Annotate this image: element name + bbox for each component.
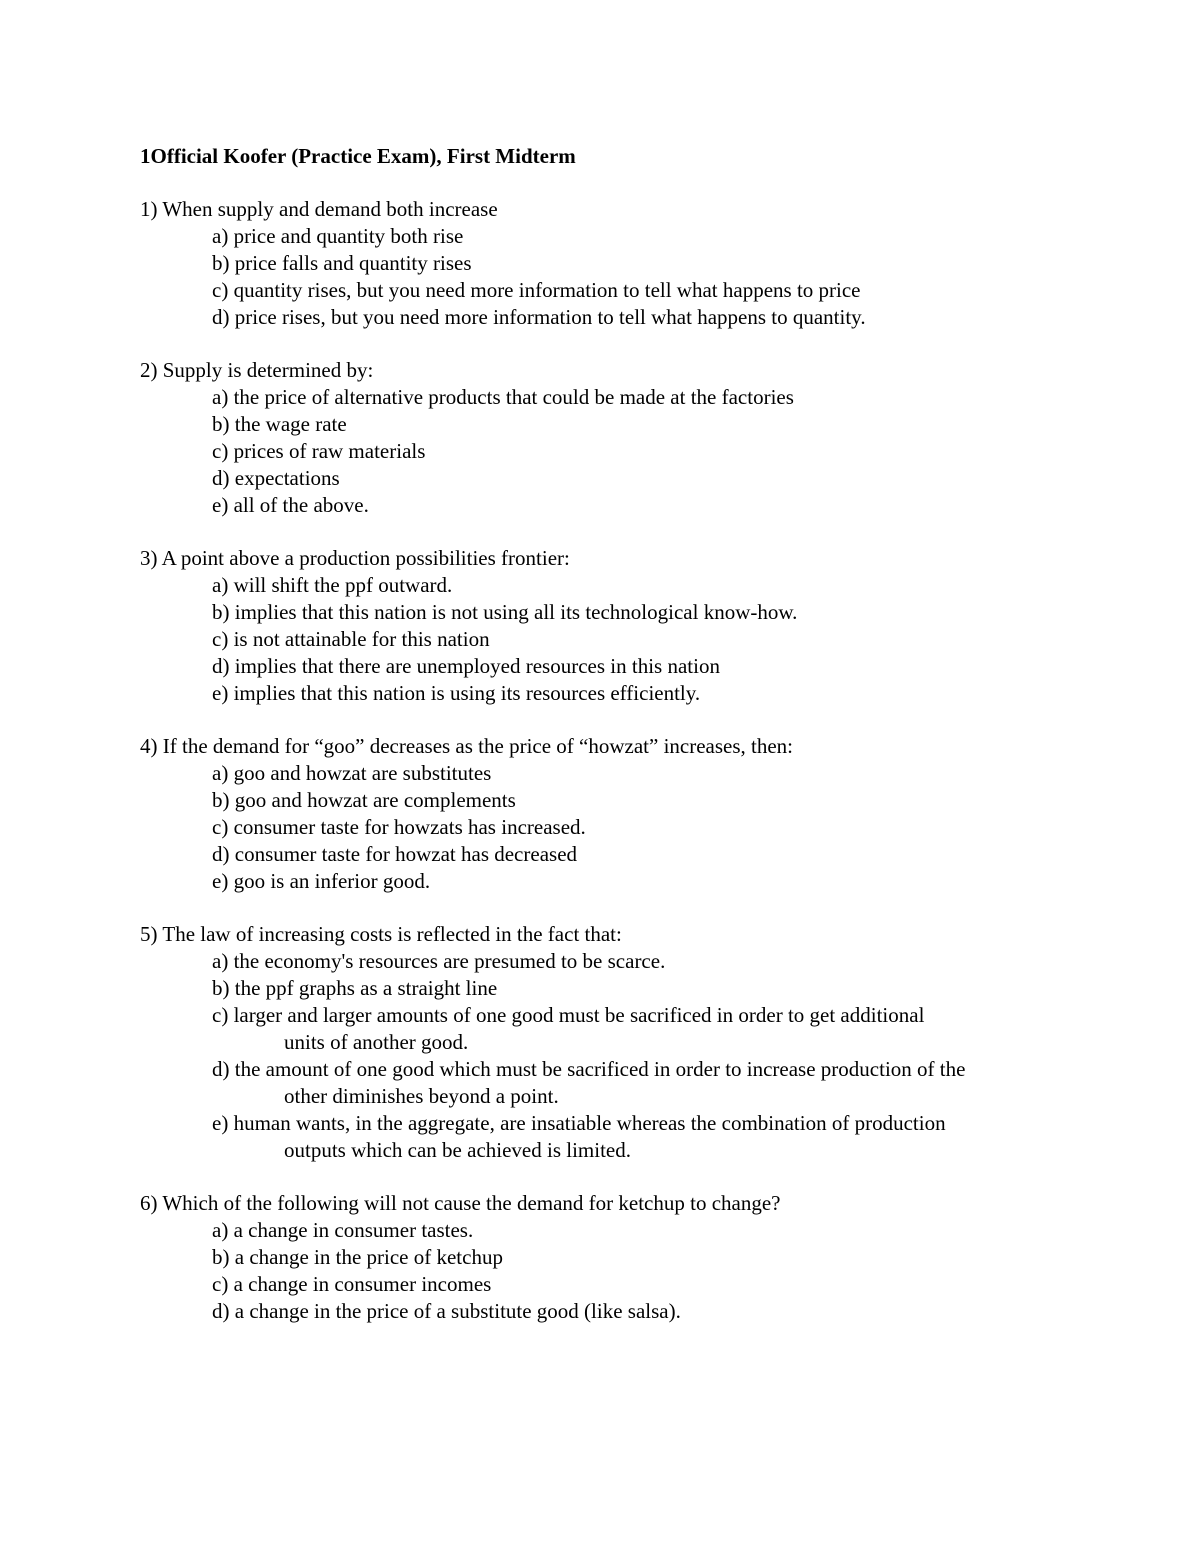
answer-option: [212, 599, 1062, 626]
answer-option: [212, 304, 1062, 331]
answer-option: [212, 975, 1062, 1002]
answer-option-text: e) goo is an inferior good.: [212, 869, 431, 893]
answer-option-text: d) a change in the price of a substitute good (like salsa).: [212, 1299, 681, 1323]
answer-option: [212, 841, 1062, 868]
question-list: [140, 196, 1100, 1325]
question-text: 5) The law of increasing costs is reflected in the fact that:: [140, 922, 622, 946]
answer-option-text: a) will shift the ppf outward.: [212, 573, 453, 597]
answer-option-text: b) a change in the price of ketchup: [212, 1245, 503, 1269]
answer-option-text: e) human wants, in the aggregate, are insatiable whereas the combination of production: [212, 1111, 946, 1135]
answer-option: [212, 948, 1062, 975]
answer-option: [212, 277, 1062, 304]
answer-option-text: a) price and quantity both rise: [212, 224, 464, 248]
answer-option: [212, 492, 1062, 519]
answer-option: [212, 1002, 1062, 1056]
question-3: [140, 545, 1100, 707]
answer-option-continuation: other diminishes beyond a point.: [284, 1084, 559, 1108]
answer-option-text: b) implies that this nation is not using all its technological know-how.: [212, 600, 798, 624]
answer-option-continuation: outputs which can be achieved is limited.: [284, 1138, 631, 1162]
answer-option-text: b) goo and howzat are complements: [212, 788, 516, 812]
answer-option-text: b) the ppf graphs as a straight line: [212, 976, 498, 1000]
answer-option-text: c) quantity rises, but you need more information to tell what happens to price: [212, 278, 861, 302]
question-2: [140, 357, 1100, 519]
answer-option-text: b) the wage rate: [212, 412, 347, 436]
question-4: [140, 733, 1100, 895]
answer-option: [212, 653, 1062, 680]
answer-option: [212, 1217, 1062, 1244]
answer-option-text: d) price rises, but you need more information to tell what happens to quantity.: [212, 305, 866, 329]
answer-option-text: a) the economy's resources are presumed to be scarce.: [212, 949, 666, 973]
question-text: 6) Which of the following will not cause the demand for ketchup to change?: [140, 1191, 781, 1215]
answer-option: [212, 1298, 1062, 1325]
answer-option-text: d) expectations: [212, 466, 340, 490]
document-content: [140, 143, 1100, 1351]
answer-option: [212, 1244, 1062, 1271]
answer-option-text: d) implies that there are unemployed resources in this nation: [212, 654, 720, 678]
answer-option: [212, 1110, 1062, 1164]
question-text: 2) Supply is determined by:: [140, 358, 374, 382]
answer-option: [212, 438, 1062, 465]
answer-option-text: c) prices of raw materials: [212, 439, 426, 463]
answer-option: [212, 384, 1062, 411]
question-text: 3) A point above a production possibilities frontier:: [140, 546, 570, 570]
question-1: [140, 196, 1100, 331]
answer-option-text: c) a change in consumer incomes: [212, 1272, 492, 1296]
answer-option-text: e) all of the above.: [212, 493, 369, 517]
answer-option: [212, 411, 1062, 438]
question-text: 1) When supply and demand both increase: [140, 197, 498, 221]
answer-option: [212, 760, 1062, 787]
answer-option: [212, 250, 1062, 277]
answer-option-text: a) a change in consumer tastes.: [212, 1218, 474, 1242]
answer-option: [212, 626, 1062, 653]
question-5: [140, 921, 1100, 1164]
answer-option-text: a) the price of alternative products that could be made at the factories: [212, 385, 794, 409]
answer-option-text: e) implies that this nation is using its resources efficiently.: [212, 681, 701, 705]
question-text: 4) If the demand for “goo” decreases as the price of “howzat” increases, then:: [140, 734, 794, 758]
answer-option-text: d) the amount of one good which must be sacrificed in order to increase production of the: [212, 1057, 966, 1081]
answer-option-text: c) is not attainable for this nation: [212, 627, 490, 651]
answer-option-text: c) consumer taste for howzats has increased.: [212, 815, 586, 839]
answer-option: [212, 1271, 1062, 1298]
answer-option-text: b) price falls and quantity rises: [212, 251, 472, 275]
answer-option: [212, 465, 1062, 492]
answer-option: [212, 572, 1062, 599]
answer-option: [212, 787, 1062, 814]
answer-option-text: c) larger and larger amounts of one good must be sacrificed in order to get additional: [212, 1003, 925, 1027]
answer-option-text: d) consumer taste for howzat has decreased: [212, 842, 578, 866]
answer-option: [212, 814, 1062, 841]
answer-option-text: a) goo and howzat are substitutes: [212, 761, 492, 785]
answer-option: [212, 223, 1062, 250]
answer-option: [212, 868, 1062, 895]
answer-option-continuation: units of another good.: [284, 1030, 469, 1054]
answer-option: [212, 1056, 1062, 1110]
document-title: 1Official Koofer (Practice Exam), First Midterm: [140, 144, 576, 168]
answer-option: [212, 680, 1062, 707]
question-6: [140, 1190, 1100, 1325]
